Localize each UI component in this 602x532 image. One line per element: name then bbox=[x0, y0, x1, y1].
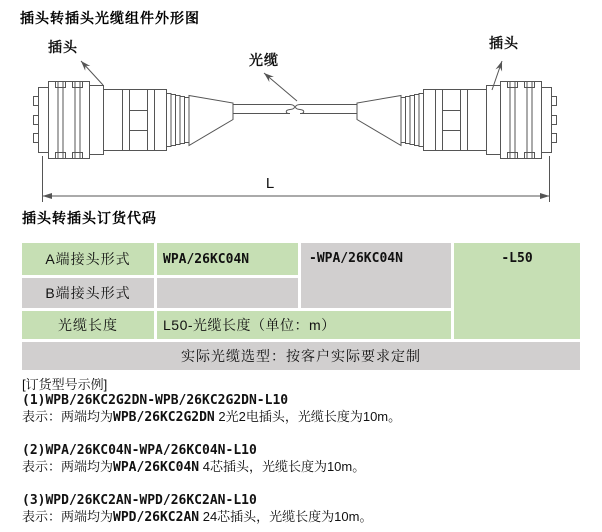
desc-suffix: 24芯插头，光缆长度为10m。 bbox=[199, 509, 373, 524]
page-title-outline-drawing: 插头转插头光缆组件外形图 bbox=[20, 10, 200, 26]
cell-a-end-code: WPA/26KC04N bbox=[157, 243, 298, 275]
example-code: (3)WPD/26KC2AN-WPD/26KC2AN-L10 bbox=[22, 493, 257, 508]
desc-code: WPB/26KC2G2DN bbox=[113, 410, 215, 425]
examples-heading: [订货型号示例] bbox=[22, 377, 108, 392]
desc-prefix: 表示：两端均为 bbox=[22, 459, 114, 474]
cell-cable-length-label: 光缆长度 bbox=[22, 311, 154, 339]
cell-b-end-code: -WPA/26KC04N bbox=[301, 243, 451, 308]
example-description bbox=[22, 509, 587, 526]
ordering-examples-section bbox=[22, 377, 587, 526]
connector-right bbox=[296, 82, 557, 159]
page-title-ordering-code: 插头转插头订货代码 bbox=[22, 210, 157, 226]
connector-left bbox=[34, 82, 295, 159]
leader-cable bbox=[264, 73, 297, 101]
example-code: (1)WPB/26KC2G2DN-WPB/26KC2G2DN-L10 bbox=[22, 393, 289, 408]
cell-empty bbox=[157, 278, 298, 308]
ordering-code-table bbox=[22, 243, 580, 370]
dimension-L bbox=[43, 156, 550, 202]
dimension-label: L bbox=[265, 175, 275, 192]
cell-b-end-label: B端接头形式 bbox=[22, 278, 154, 308]
desc-code: WPA/26KC04N bbox=[113, 460, 200, 475]
example-description bbox=[22, 409, 587, 426]
example-code: (2)WPA/26KC04N-WPA/26KC04N-L10 bbox=[22, 443, 257, 458]
example-item-1 bbox=[22, 393, 587, 426]
plug-label-left: 插头 bbox=[48, 39, 78, 55]
desc-code: WPD/26KC2AN bbox=[113, 510, 200, 525]
example-description bbox=[22, 459, 587, 476]
desc-suffix: 2光2电插头，光缆长度为10m。 bbox=[214, 409, 402, 424]
desc-prefix: 表示：两端均为 bbox=[22, 509, 114, 524]
example-item-2 bbox=[22, 443, 587, 476]
example-item-3 bbox=[22, 493, 587, 526]
desc-prefix: 表示：两端均为 bbox=[22, 409, 114, 424]
cell-cable-selection-note: 实际光缆选型：按客户实际要求定制 bbox=[22, 342, 580, 370]
plug-label-right: 插头 bbox=[489, 35, 519, 51]
cable-label: 光缆 bbox=[249, 52, 279, 68]
cell-cable-length-desc: L50-光缆长度（单位：m） bbox=[157, 311, 451, 339]
desc-suffix: 4芯插头，光缆长度为10m。 bbox=[199, 459, 366, 474]
cell-length-code: -L50 bbox=[454, 243, 580, 339]
cell-a-end-label: A端接头形式 bbox=[22, 243, 154, 275]
